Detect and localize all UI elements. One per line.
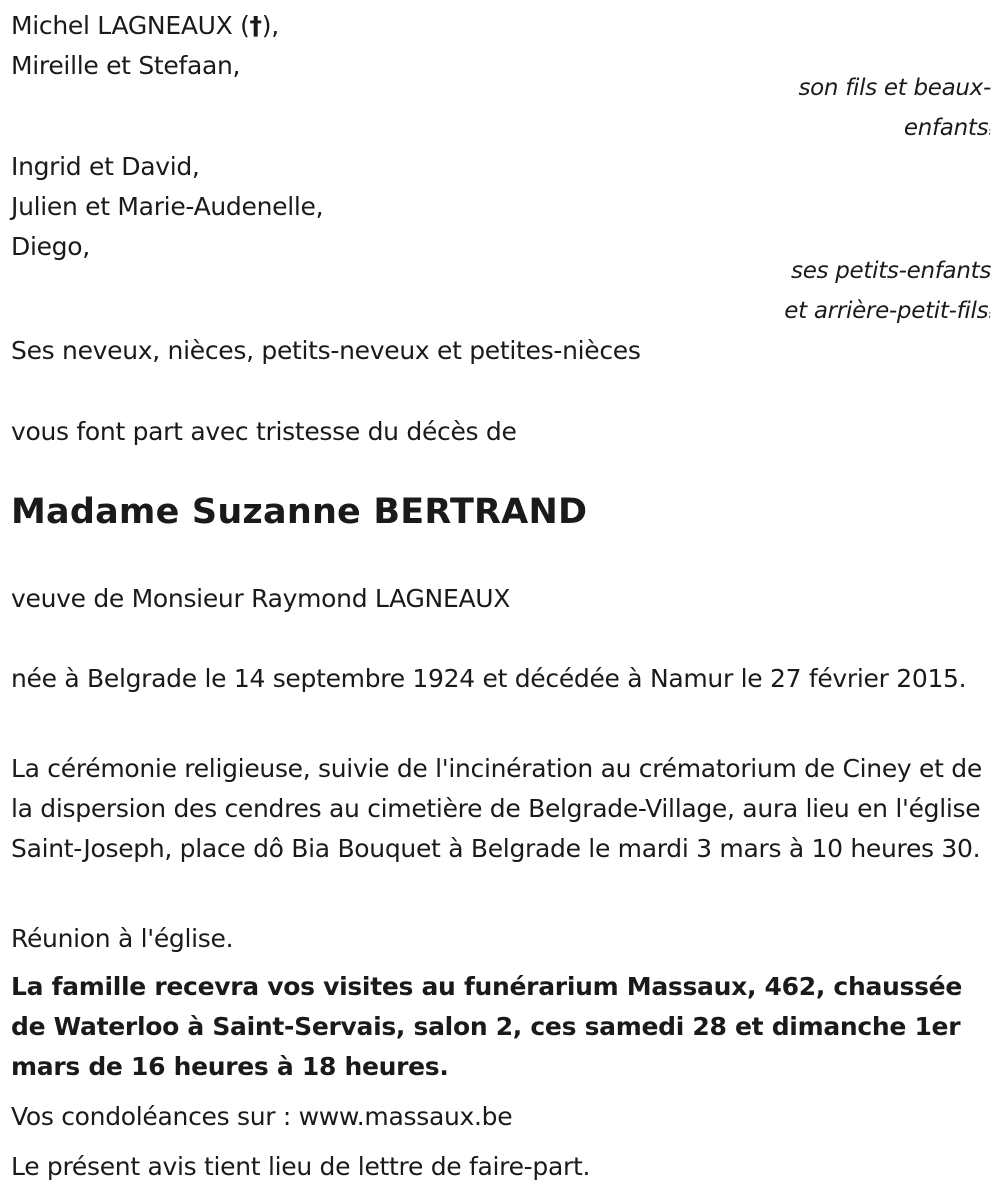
family-member-mireille: Mireille et Stefaan, — [11, 51, 241, 80]
spouse-text: veuve de Monsieur Raymond LAGNEAUX — [11, 584, 511, 613]
family-member-nephews: Ses neveux, nièces, petits-neveux et petites-nièces — [11, 336, 641, 365]
relation-label-children: son fils et beaux- — [798, 75, 991, 101]
ceremony-text: La cérémonie religieuse, suivie de l'incinération au crématorium de Ciney et de la dispersion des cendres au cimetière de Belgrade-Village, aura lieu en l'église Saint-Joseph, place dô Bia Bouquet à Belgrade le mardi 3 mars à 10 heures 30. — [11, 754, 982, 863]
family-member-julien: Julien et Marie-Audenelle, — [11, 192, 324, 221]
deceased-name: Madame Suzanne BERTRAND — [11, 492, 588, 532]
birth-death-text: née à Belgrade le 14 septembre 1924 et décédée à Namur le 27 février 2015. — [11, 664, 967, 693]
family-member-name: Michel LAGNEAUX ( — [11, 11, 250, 40]
visits-text: La famille recevra vos visites au funérarium Massaux, 462, chaussée de Waterloo à Saint-Servais, salon 2, ces samedi 28 et dimanche 1er mars de 16 heures à 18 heures. — [11, 972, 962, 1081]
punctuation: ; — [988, 127, 991, 137]
family-member-ingrid: Ingrid et David, — [11, 152, 200, 181]
relation-label-grandchildren: ses petits-enfants — [791, 258, 991, 284]
footer-text: Le présent avis tient lieu de lettre de faire-part. — [11, 1152, 591, 1181]
family-member-michel — [11, 6, 279, 46]
relation-label-children-2: enfants; — [903, 115, 991, 141]
punctuation: ; — [988, 310, 991, 320]
family-member-diego: Diego, — [11, 232, 90, 261]
relation-label-grandchildren-2: et arrière-petit-fils; — [784, 298, 991, 324]
condolences-text: Vos condoléances sur : www.massaux.be — [11, 1102, 513, 1131]
announcement-text: vous font part avec tristesse du décès de — [11, 417, 517, 446]
cross-icon: † — [249, 11, 262, 40]
reunion-text: Réunion à l'église. — [11, 924, 234, 953]
family-member-suffix: ), — [261, 11, 279, 40]
